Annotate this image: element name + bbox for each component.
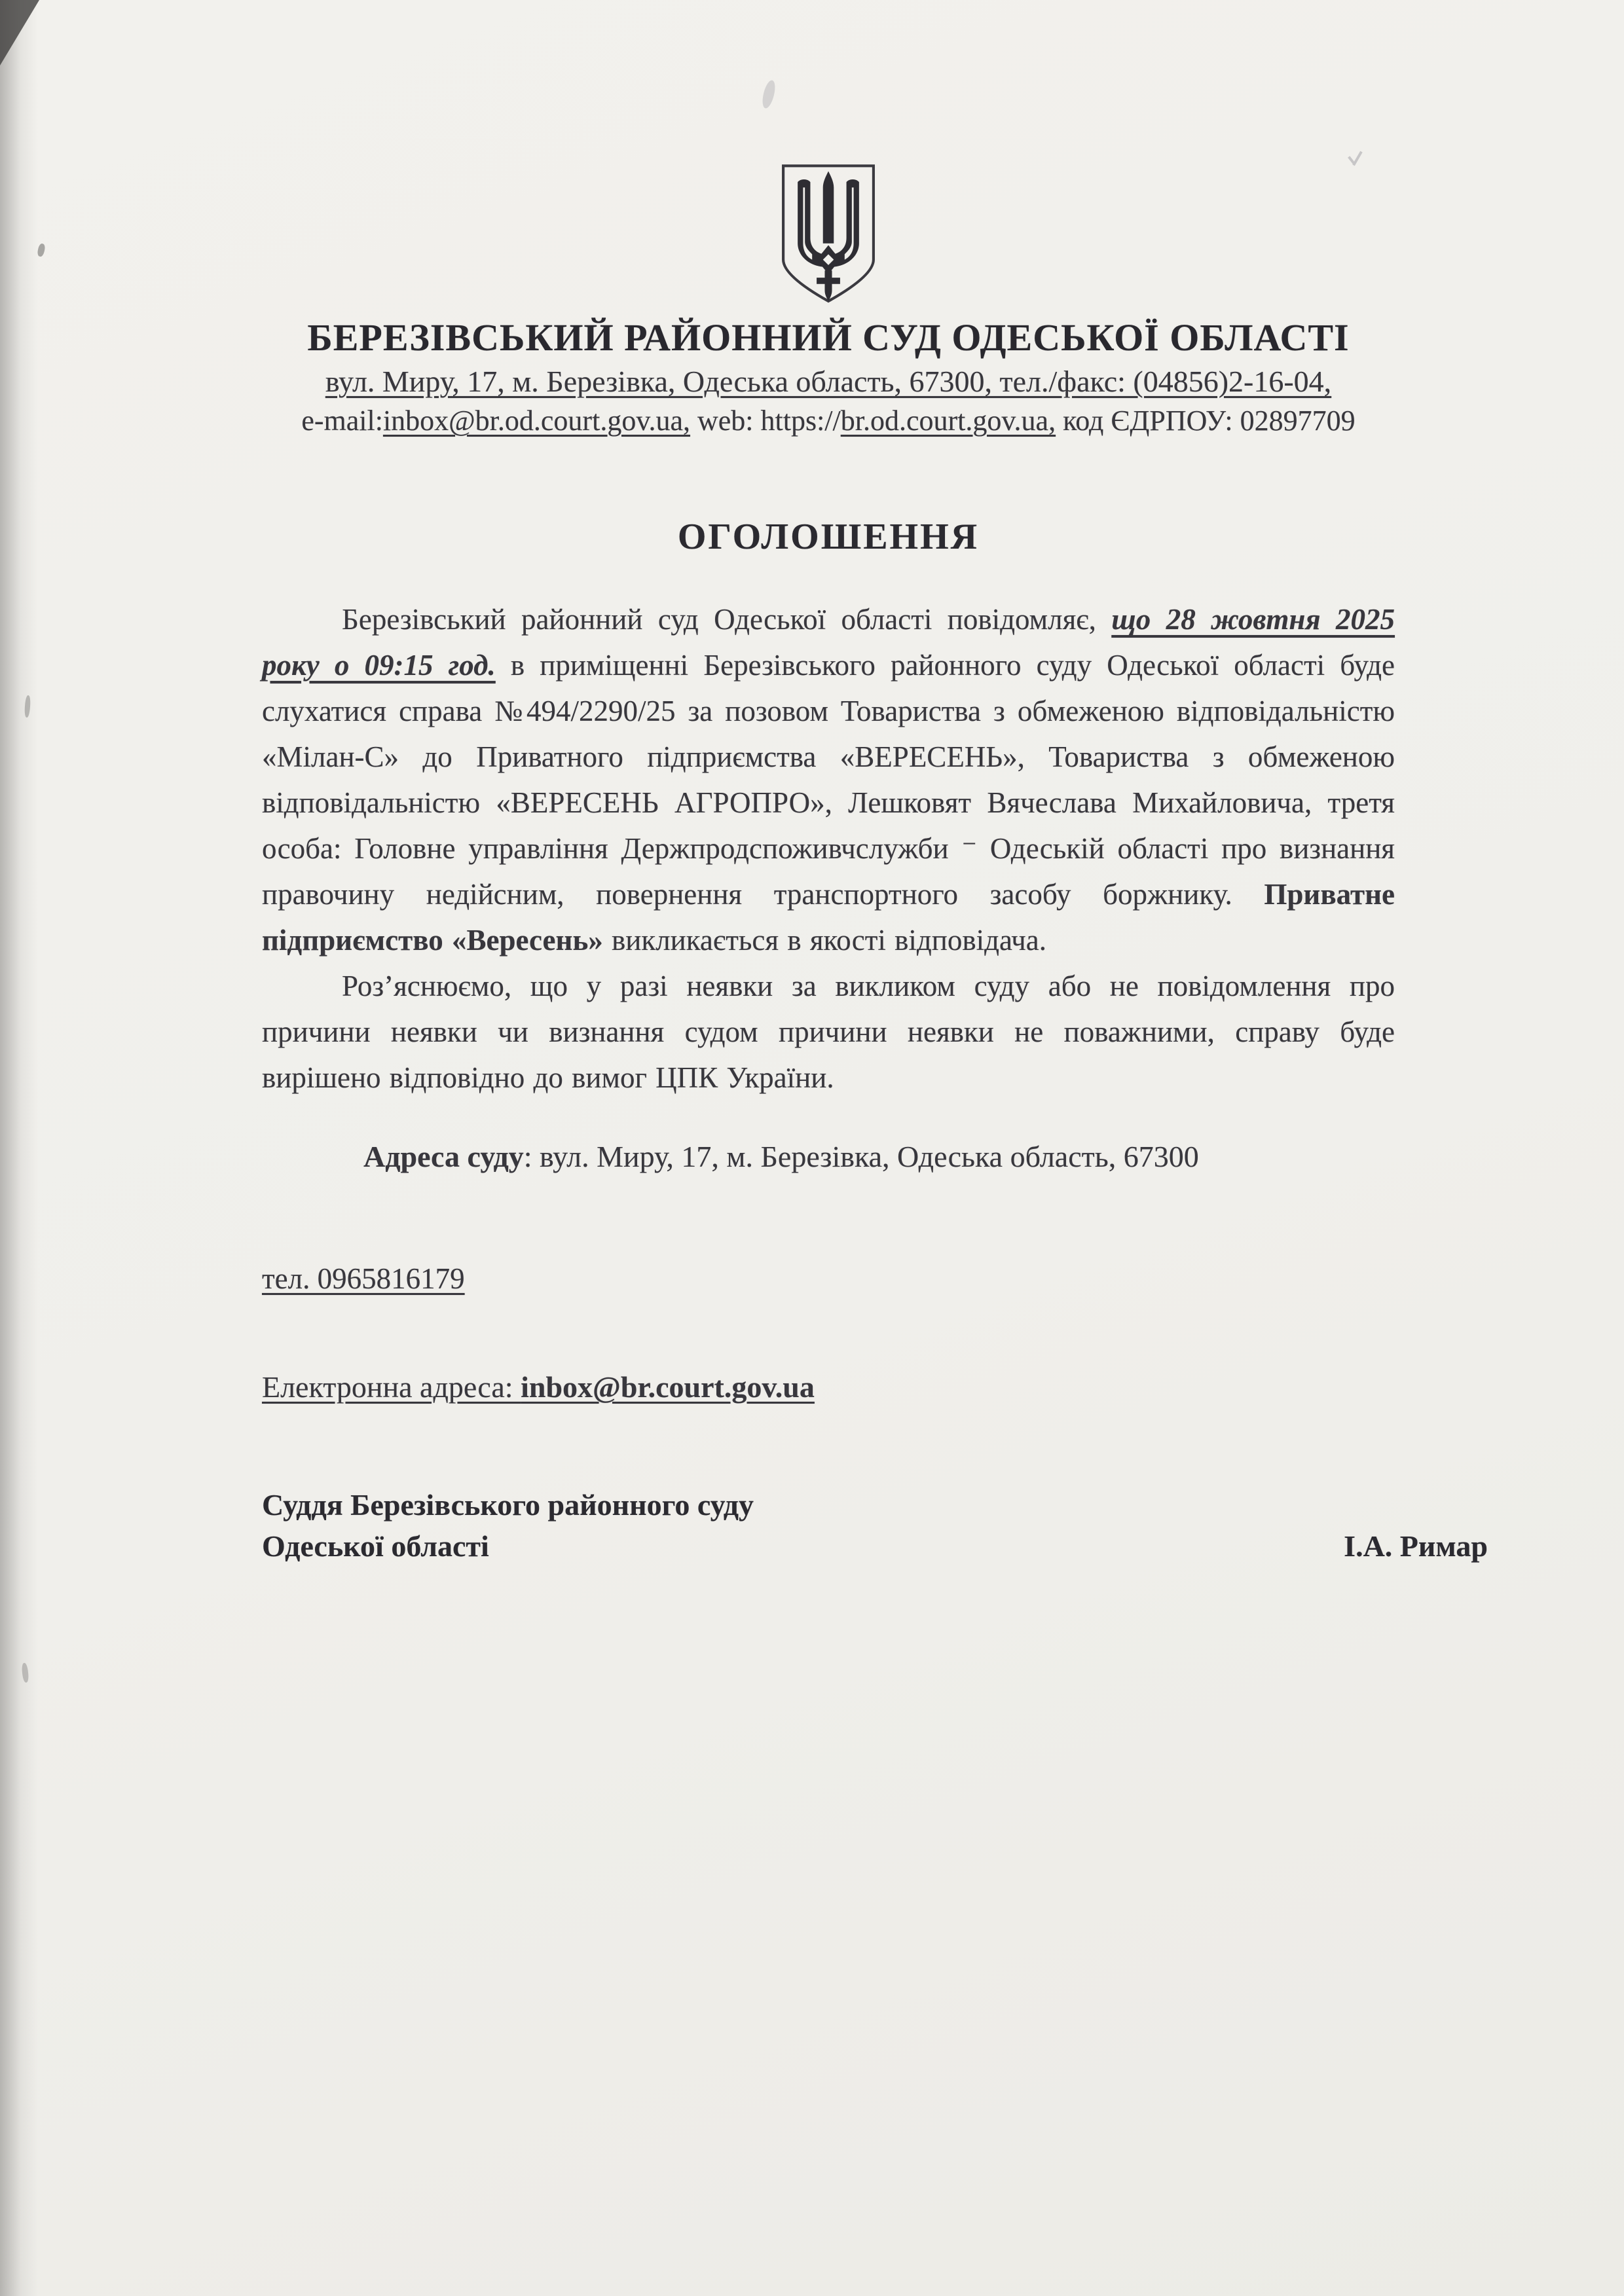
court-address-label: Адреса суду	[363, 1140, 524, 1173]
email-prefix: e-mail:	[301, 405, 383, 437]
court-name: БЕРЕЗІВСЬКИЙ РАЙОННИЙ СУД ОДЕСЬКОЇ ОБЛАСТІ	[307, 316, 1350, 359]
case-details-text: в приміщенні Березівського районного суду Одеської області буде слухатися справа №494/2290/25 за позовом Товариства з обмеженою відповідальністю «Мілан-С» до Приватного підприємства «ВЕРЕСЕНЬ», Товариства з обмеженою відповідальністю «ВЕРЕСЕНЬ АГРОПРО», Лешковят Вячеслава Михайловича, третя особа: Головне управління Держпродспоживчслужби ⁻ Одеській області про визнання правочину недійсним, повернення транспортного засобу боржнику.	[262, 649, 1395, 911]
court-email: inbox@br.od.court.gov.ua,	[382, 405, 690, 437]
judge-title-line1: Суддя Березівського районного суду	[262, 1488, 754, 1522]
hearing-datetime: що 28 жовтня 2025 року о 09:15 год.	[262, 603, 1395, 682]
scan-speck	[24, 695, 31, 718]
court-address-value: : вул. Миру, 17, м. Березівка, Одеська область, 67300	[523, 1140, 1199, 1173]
judge-title-line2: Одеської області	[262, 1529, 489, 1563]
contact-phone: тел. 0965816179	[262, 1262, 465, 1295]
scan-speck	[21, 1663, 29, 1683]
ukraine-trident-emblem	[262, 160, 1395, 308]
judge-name: І.А. Римар	[1344, 1529, 1488, 1563]
court-announcement-document	[262, 0, 1488, 1567]
scan-speck	[37, 243, 46, 257]
warning-paragraph: Роз’яснюємо, що у разі неявки за викликом суду або не повідомлення про причини неявки чи визнання судом причини неявки не поважними, справу буде вирішено відповідно до вимог ЦПК України.	[262, 970, 1395, 1094]
web-prefix: web: https://	[690, 405, 841, 437]
scan-corner-mark	[0, 0, 39, 65]
document-title: ОГОЛОШЕННЯ	[677, 517, 980, 557]
court-address-row	[262, 1139, 1395, 1175]
paragraph-lead: Березівський районний суд Одеської області повідомляє,	[342, 603, 1112, 636]
summons-text: викликається в якості відповідача.	[602, 924, 1047, 957]
scan-left-edge-shadow	[0, 0, 38, 2296]
contact-email-label: Електронна адреса:	[262, 1370, 521, 1404]
announcement-paragraph	[262, 596, 1395, 963]
court-contacts-line	[262, 403, 1395, 439]
court-address-header-line: вул. Миру, 17, м. Березівка, Одеська область, 67300, тел./факс: (04856)2-16-04,	[325, 365, 1332, 398]
contact-email-row	[262, 1368, 815, 1407]
edrpou-code: код ЄДРПОУ: 02897709	[1056, 405, 1356, 437]
court-website: br.od.court.gov.ua,	[840, 405, 1056, 437]
signature-block	[262, 1484, 1488, 1567]
contact-email: inbox@br.court.gov.ua	[521, 1370, 815, 1404]
letterhead	[262, 160, 1395, 439]
defendant-name: Приватне підприємство «Вересень»	[262, 878, 1395, 957]
